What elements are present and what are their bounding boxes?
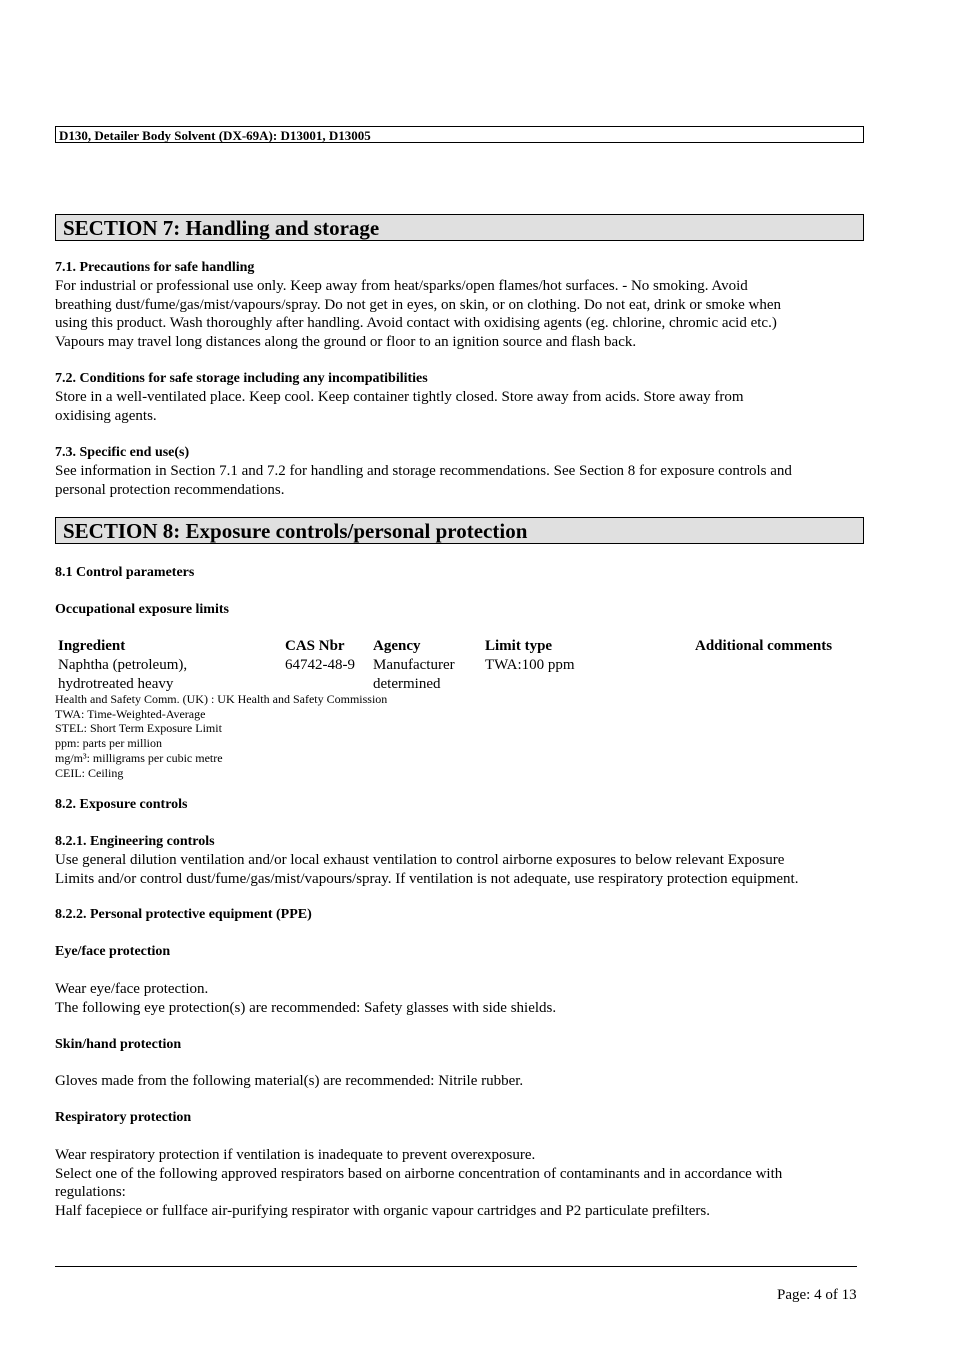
text-line: hydrotreated heavy xyxy=(58,675,174,692)
heading-7-1: 7.1. Precautions for safe handling xyxy=(55,260,255,275)
text-line: Vapours may travel long distances along the ground or floor to an ignition source and flash back. xyxy=(55,333,637,350)
text-line: Manufacturer xyxy=(373,657,455,673)
heading-skin-protection: Skin/hand protection xyxy=(55,1037,182,1052)
table-header-additional-comments: Additional comments xyxy=(695,638,833,654)
text-line: Half facepiece or fullface air-purifying respirator with organic vapour cartridges and P2 particulate prefilters. xyxy=(55,1202,710,1219)
text-line: Limits and/or control dust/fume/gas/mist/vapours/spray. If ventilation is not adequate, use respiratory protection equipment. xyxy=(55,870,799,887)
text-line: regulations: xyxy=(55,1184,126,1200)
table-cell-limit: TWA:100 ppm xyxy=(485,657,575,673)
table-header-agency: Agency xyxy=(373,638,421,654)
paragraph-8-2-1 xyxy=(55,851,865,888)
text-line: Naphtha (petroleum), xyxy=(58,657,188,673)
paragraph-7-2 xyxy=(55,388,865,425)
table-header-limit-type: Limit type xyxy=(485,638,553,654)
section-7-title: SECTION 7: Handling and storage xyxy=(55,214,864,241)
heading-8-1: 8.1 Control parameters xyxy=(55,565,195,580)
paragraph-eye-protection xyxy=(55,980,865,1017)
abbreviation-notes xyxy=(55,692,387,780)
text-line: personal protection recommendations. xyxy=(55,481,285,498)
text-line: See information in Section 7.1 and 7.2 for handling and storage recommendations. See Section 8 for exposure controls and xyxy=(55,463,792,479)
note-line: CEIL: Ceiling xyxy=(55,765,124,780)
text-line: using this product. Wash thoroughly after handling. Avoid contact with oxidising agents (eg. chlorine, chromic acid etc.) xyxy=(55,315,777,331)
page-number: Page: 4 of 13 xyxy=(777,1287,857,1303)
text-line: Store in a well-ventilated place. Keep cool. Keep container tightly closed. Store away from acids. Store away from xyxy=(55,389,744,405)
section-8-title: SECTION 8: Exposure controls/personal protection xyxy=(55,517,864,544)
heading-8-2: 8.2. Exposure controls xyxy=(55,797,188,812)
text-line: oxidising agents. xyxy=(55,407,157,424)
paragraph-7-1 xyxy=(55,277,865,351)
text-line: For industrial or professional use only. Keep away from heat/sparks/open flames/hot surfaces. - No smoking. Avoid xyxy=(55,278,748,294)
text-line: Gloves made from the following material(s) are recommended: Nitrile rubber. xyxy=(55,1073,524,1089)
paragraph-respiratory-protection xyxy=(55,1146,865,1220)
footer-divider xyxy=(55,1266,857,1267)
table-cell-cas: 64742-48-9 xyxy=(285,657,355,673)
table-header-ingredient: Ingredient xyxy=(58,638,126,654)
heading-8-2-1: 8.2.1. Engineering controls xyxy=(55,834,215,849)
note-line: TWA: Time-Weighted-Average xyxy=(55,706,206,721)
heading-8-2-2: 8.2.2. Personal protective equipment (PPE) xyxy=(55,907,312,922)
text-line: Use general dilution ventilation and/or local exhaust ventilation to control airborne exposures to below relevant Exposure xyxy=(55,852,785,868)
text-line: breathing dust/fume/gas/mist/vapours/spray. Do not get in eyes, on skin, or on clothing. Do not eat, drink or smoke when xyxy=(55,296,781,313)
table-cell-agency xyxy=(373,656,455,693)
text-line: Wear respiratory protection if ventilation is inadequate to prevent overexposure. xyxy=(55,1147,536,1163)
table-cell-ingredient xyxy=(58,656,187,693)
table-header-cas: CAS Nbr xyxy=(285,638,345,654)
heading-occupational-exposure-limits: Occupational exposure limits xyxy=(55,602,229,617)
paragraph-skin-protection xyxy=(55,1072,865,1091)
heading-7-3: 7.3. Specific end use(s) xyxy=(55,445,190,460)
heading-7-2: 7.2. Conditions for safe storage including any incompatibilities xyxy=(55,371,428,386)
note-line: mg/m³: milligrams per cubic metre xyxy=(55,750,223,765)
product-header: D130, Detailer Body Solvent (DX-69A): D13001, D13005 xyxy=(55,126,864,143)
heading-eye-protection: Eye/face protection xyxy=(55,944,171,959)
note-line: ppm: parts per million xyxy=(55,736,162,751)
paragraph-7-3 xyxy=(55,462,865,499)
note-line: Health and Safety Comm. (UK) : UK Health and Safety Commission xyxy=(55,692,388,706)
text-line: Select one of the following approved respirators based on airborne concentration of contaminants and in accordance with xyxy=(55,1165,783,1182)
text-line: The following eye protection(s) are recommended: Safety glasses with side shields. xyxy=(55,999,557,1016)
heading-respiratory-protection: Respiratory protection xyxy=(55,1110,192,1125)
note-line: STEL: Short Term Exposure Limit xyxy=(55,721,222,736)
text-line: determined xyxy=(373,675,441,692)
text-line: Wear eye/face protection. xyxy=(55,981,209,997)
